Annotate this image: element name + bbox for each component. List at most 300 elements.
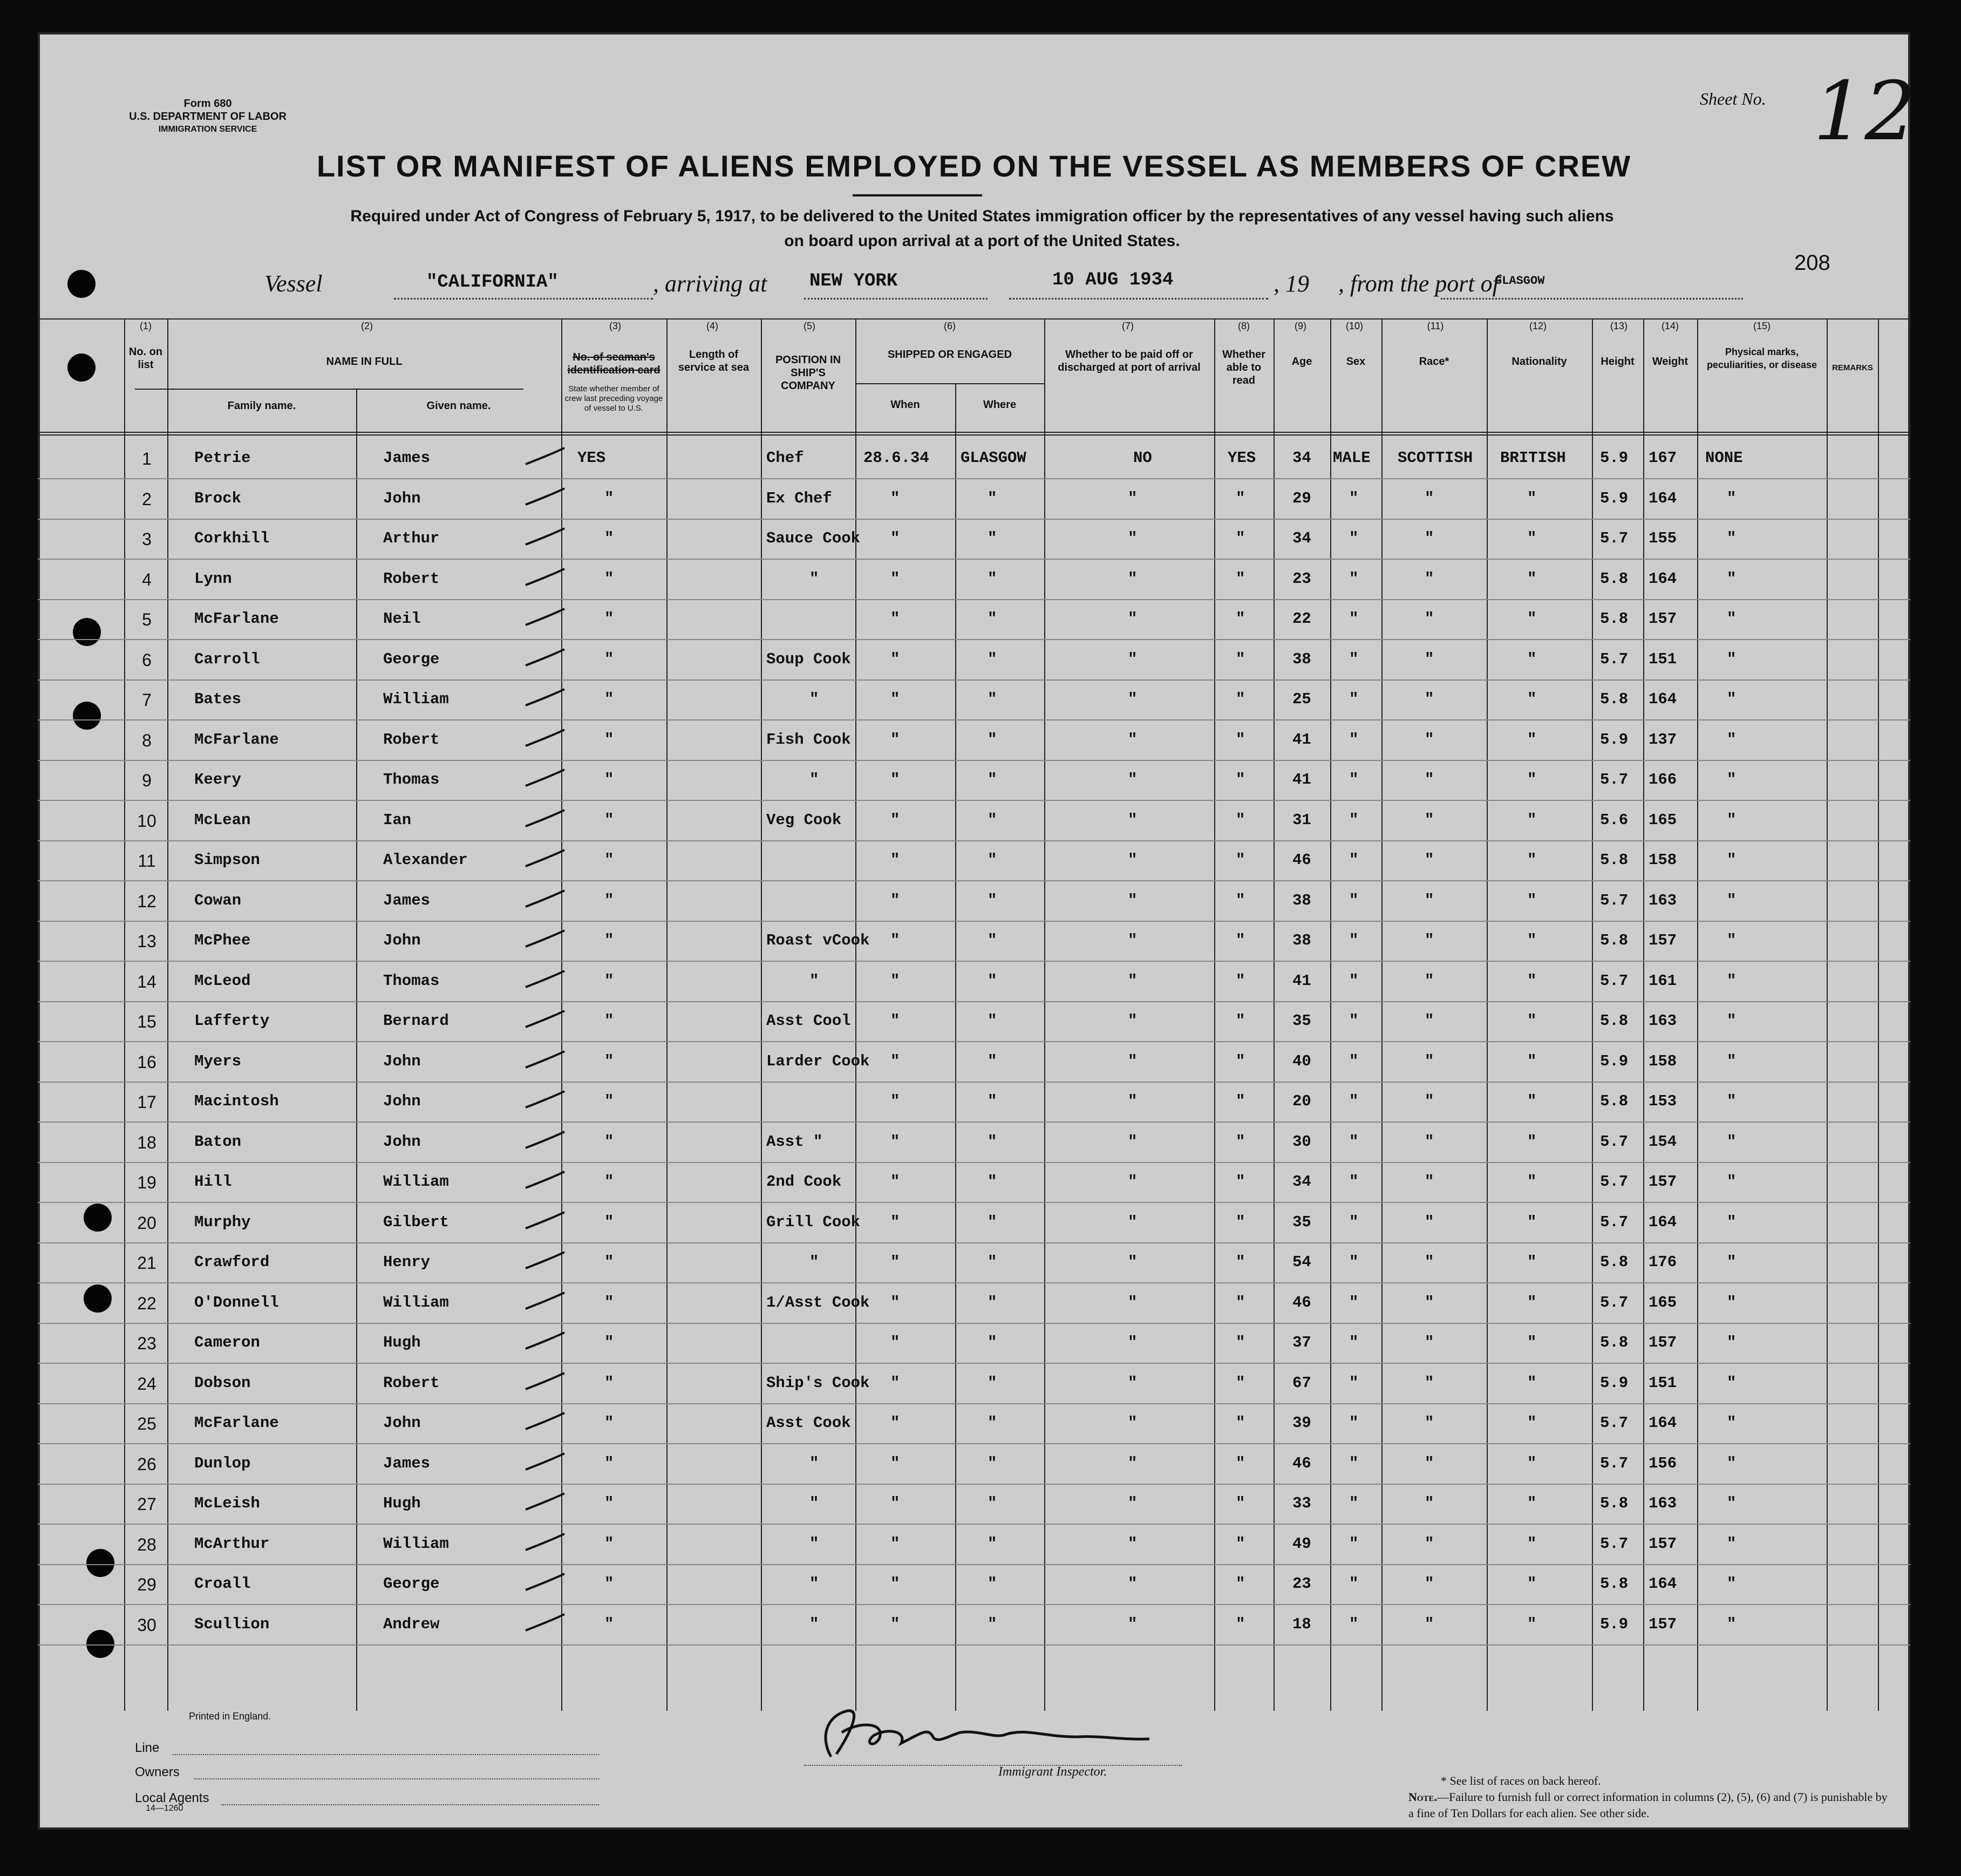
cell-able-to-read: " <box>1236 811 1245 829</box>
cell-nationality: " <box>1527 891 1537 909</box>
cell-height: 5.9 <box>1600 449 1629 467</box>
cell-able-to-read: " <box>1236 1534 1245 1553</box>
cell-age: 46 <box>1292 1454 1311 1472</box>
cell-given-name: Robert <box>383 569 440 588</box>
cell-row-number: 21 <box>137 1253 156 1273</box>
check-mark-icon <box>523 1411 567 1432</box>
cell-race: " <box>1425 771 1434 789</box>
cell-row-number: 1 <box>142 449 152 468</box>
cell-family-name: Cameron <box>194 1334 260 1351</box>
cell-given-name: Thomas <box>383 771 440 789</box>
cell-row-number: 26 <box>137 1454 156 1474</box>
cell-age: 41 <box>1292 730 1311 749</box>
arriving-label: , arriving at <box>653 270 767 297</box>
cell-nationality: " <box>1527 610 1537 628</box>
cell-age: 46 <box>1292 851 1311 869</box>
cell-physical-marks: " <box>1727 489 1737 507</box>
cell-age: 34 <box>1292 529 1311 547</box>
col-number: (8) <box>1238 321 1250 331</box>
header-nationality: Nationality <box>1511 356 1567 368</box>
cell-race: " <box>1425 489 1434 507</box>
cell-race: SCOTTISH <box>1398 449 1473 467</box>
cell-nationality: " <box>1527 690 1537 708</box>
cell-family-name: Keery <box>194 771 242 789</box>
cell-physical-marks: " <box>1727 1494 1737 1512</box>
cell-shipped-when: " <box>890 569 900 588</box>
cell-race: " <box>1425 891 1434 909</box>
cell-race: " <box>1425 1334 1434 1351</box>
cell-shipped-where: " <box>988 1575 997 1593</box>
cell-row-number: 30 <box>137 1615 156 1635</box>
cell-shipped-where: " <box>988 1173 997 1191</box>
check-mark-icon <box>523 1009 567 1030</box>
cell-age: 49 <box>1292 1534 1311 1553</box>
table-row <box>38 1202 1910 1243</box>
cell-row-number: 9 <box>142 771 152 790</box>
cell-age: 29 <box>1292 489 1311 507</box>
cell-weight: 137 <box>1649 730 1677 749</box>
table-row <box>38 1403 1910 1444</box>
cell-race: " <box>1425 1012 1434 1030</box>
cell-physical-marks: " <box>1727 1132 1737 1151</box>
cell-nationality: " <box>1527 971 1537 990</box>
cell-race: " <box>1425 1374 1434 1392</box>
cell-height: 5.9 <box>1600 1615 1629 1633</box>
cell-height: 5.8 <box>1600 1575 1629 1593</box>
cell-shipped-where: " <box>988 932 997 949</box>
table-row <box>38 961 1910 1002</box>
cell-previous-voyage: " <box>604 489 614 507</box>
cell-row-number: 3 <box>142 529 152 549</box>
check-mark-icon <box>523 1371 567 1392</box>
table-row <box>38 599 1910 640</box>
cell-height: 5.7 <box>1600 1173 1629 1191</box>
cell-family-name: Petrie <box>194 449 251 467</box>
table-row <box>38 760 1910 801</box>
cell-weight: 164 <box>1649 489 1677 507</box>
check-mark-icon <box>523 767 567 789</box>
cell-shipped-when: " <box>890 730 900 749</box>
check-mark-icon <box>523 1532 567 1553</box>
inspector-label: Immigrant Inspector. <box>998 1765 1107 1779</box>
cell-shipped-when: 28.6.34 <box>863 449 929 467</box>
cell-age: 34 <box>1292 1173 1311 1191</box>
table-row <box>38 1162 1910 1203</box>
cell-race: " <box>1425 1213 1434 1231</box>
table-row <box>38 1444 1910 1485</box>
cell-able-to-read: " <box>1236 971 1245 990</box>
cell-nationality: " <box>1527 1092 1537 1110</box>
table-row <box>38 720 1910 761</box>
cell-row-number: 13 <box>137 932 156 951</box>
cell-shipped-when: " <box>890 489 900 507</box>
cell-sex: " <box>1349 1374 1359 1392</box>
header-name-in-full: NAME IN FULL <box>326 356 403 368</box>
cell-weight: 164 <box>1649 569 1677 588</box>
cell-physical-marks: " <box>1727 1253 1737 1271</box>
cell-physical-marks: NONE <box>1705 449 1743 467</box>
cell-shipped-where: " <box>988 650 997 668</box>
cell-weight: 154 <box>1649 1132 1677 1151</box>
cell-physical-marks: " <box>1727 1374 1737 1392</box>
check-mark-icon <box>523 728 567 749</box>
cell-shipped-where: " <box>988 529 997 547</box>
cell-age: 35 <box>1292 1012 1311 1030</box>
cell-age: 41 <box>1292 971 1311 990</box>
cell-height: 5.8 <box>1600 690 1629 708</box>
table-row <box>38 921 1910 962</box>
cell-physical-marks: " <box>1727 1213 1737 1231</box>
cell-paid-off: " <box>1128 1052 1138 1070</box>
cell-nationality: " <box>1527 569 1537 588</box>
cell-height: 5.8 <box>1600 851 1629 869</box>
cell-shipped-when: " <box>890 1534 900 1553</box>
check-mark-icon <box>523 1170 567 1191</box>
cell-shipped-where: " <box>988 771 997 789</box>
cell-family-name: Dobson <box>194 1374 251 1392</box>
cell-height: 5.8 <box>1600 610 1629 628</box>
header-age: Age <box>1291 356 1312 368</box>
cell-row-number: 22 <box>137 1293 156 1313</box>
cell-weight: 157 <box>1649 1173 1677 1191</box>
cell-physical-marks: " <box>1727 650 1737 668</box>
cell-sex: " <box>1349 1173 1359 1191</box>
col-number: (1) <box>140 321 152 331</box>
cell-sex: " <box>1349 1293 1359 1311</box>
cell-paid-off: " <box>1128 1575 1138 1593</box>
header-shipped: SHIPPED OR ENGAGED <box>887 349 1012 361</box>
note-label: Note. <box>1408 1790 1438 1804</box>
cell-race: " <box>1425 971 1434 990</box>
cell-position: " <box>809 1575 819 1593</box>
cell-age: 33 <box>1292 1494 1311 1512</box>
cell-weight: 163 <box>1649 1494 1677 1512</box>
cell-height: 5.8 <box>1600 1334 1629 1351</box>
cell-position: " <box>809 1615 819 1633</box>
cell-weight: 153 <box>1649 1092 1677 1110</box>
cell-height: 5.9 <box>1600 730 1629 749</box>
header-where: Where <box>983 399 1017 411</box>
cell-paid-off: " <box>1128 650 1138 668</box>
cell-position: Chef <box>766 449 804 467</box>
cell-race: " <box>1425 1253 1434 1271</box>
col-number: (15) <box>1753 321 1771 331</box>
cell-given-name: John <box>383 489 421 507</box>
check-mark-icon <box>523 928 567 950</box>
check-mark-icon <box>523 1451 567 1473</box>
cell-race: " <box>1425 811 1434 829</box>
cell-family-name: Crawford <box>194 1253 270 1271</box>
cell-position: Roast vCook <box>766 932 870 949</box>
col-number: (7) <box>1122 321 1134 331</box>
cell-paid-off: " <box>1128 1494 1138 1512</box>
cell-previous-voyage: " <box>604 730 614 749</box>
cell-sex: " <box>1349 1615 1359 1633</box>
cell-sex: " <box>1349 489 1359 507</box>
cell-sex: MALE <box>1333 449 1371 467</box>
header-sex: Sex <box>1346 356 1366 368</box>
cell-weight: 158 <box>1649 1052 1677 1070</box>
cell-family-name: Baton <box>194 1132 242 1151</box>
cell-physical-marks: " <box>1727 1012 1737 1030</box>
cell-shipped-when: " <box>890 1414 900 1432</box>
check-mark-icon <box>523 1290 567 1312</box>
cell-age: 54 <box>1292 1253 1311 1271</box>
cell-race: " <box>1425 1092 1434 1110</box>
cell-weight: 164 <box>1649 690 1677 708</box>
printed-note: Printed in England. <box>189 1711 271 1722</box>
cell-given-name: John <box>383 1414 421 1432</box>
table-row <box>38 479 1910 520</box>
cell-weight: 163 <box>1649 891 1677 909</box>
header-position: POSITION IN SHIP'S COMPANY <box>775 354 841 392</box>
col-number: (13) <box>1610 321 1628 331</box>
cell-paid-off: " <box>1128 1253 1138 1271</box>
cell-shipped-when: " <box>890 811 900 829</box>
cell-physical-marks: " <box>1727 891 1737 909</box>
cell-family-name: O'Donnell <box>194 1293 279 1311</box>
table-row <box>38 840 1910 881</box>
cell-family-name: Hill <box>194 1173 232 1191</box>
cell-race: " <box>1425 529 1434 547</box>
cell-shipped-when: " <box>890 1454 900 1472</box>
cell-race: " <box>1425 1293 1434 1311</box>
cell-able-to-read: " <box>1236 1052 1245 1070</box>
cell-race: " <box>1425 650 1434 668</box>
cell-height: 5.9 <box>1600 1052 1629 1070</box>
cell-row-number: 27 <box>137 1494 156 1514</box>
table-row <box>38 1524 1910 1565</box>
cell-race: " <box>1425 1494 1434 1512</box>
cell-weight: 156 <box>1649 1454 1677 1472</box>
cell-age: 35 <box>1292 1213 1311 1231</box>
cell-position: Sauce Cook <box>766 529 861 547</box>
col-number: (2) <box>361 321 373 331</box>
cell-family-name: Cowan <box>194 891 242 909</box>
check-mark-icon <box>523 687 567 709</box>
cell-able-to-read: " <box>1236 529 1245 547</box>
cell-height: 5.8 <box>1600 569 1629 588</box>
table-row <box>38 1283 1910 1324</box>
cell-family-name: Myers <box>194 1052 242 1070</box>
cell-weight: 155 <box>1649 529 1677 547</box>
cell-able-to-read: " <box>1236 1253 1245 1271</box>
cell-nationality: " <box>1527 1334 1537 1351</box>
cell-position: Larder Cook <box>766 1052 870 1070</box>
cell-previous-voyage: " <box>604 891 614 909</box>
cell-shipped-where: " <box>988 489 997 507</box>
race-note: * See list of races on back hereof. <box>1441 1774 1601 1787</box>
cell-weight: 151 <box>1649 1374 1677 1392</box>
department-name: U.S. DEPARTMENT OF LABOR <box>129 111 287 123</box>
cell-physical-marks: " <box>1727 851 1737 869</box>
col-number: (3) <box>609 321 621 331</box>
cell-nationality: " <box>1527 851 1537 869</box>
cell-shipped-when: " <box>890 650 900 668</box>
cell-nationality: " <box>1527 811 1537 829</box>
cell-family-name: Croall <box>194 1575 251 1593</box>
cell-weight: 158 <box>1649 851 1677 869</box>
owners-label: Owners <box>135 1765 180 1779</box>
cell-shipped-when: " <box>890 529 900 547</box>
cell-weight: 157 <box>1649 1615 1677 1633</box>
cell-family-name: Murphy <box>194 1213 251 1231</box>
cell-given-name: Alexander <box>383 851 468 869</box>
cell-nationality: " <box>1527 529 1537 547</box>
cell-height: 5.6 <box>1600 811 1629 829</box>
cell-height: 5.9 <box>1600 1374 1629 1392</box>
check-mark-icon <box>523 446 567 467</box>
cell-physical-marks: " <box>1727 1293 1737 1311</box>
cell-race: " <box>1425 1615 1434 1633</box>
manifest-table <box>38 318 1910 1711</box>
cell-shipped-when: " <box>890 1575 900 1593</box>
cell-weight: 157 <box>1649 610 1677 628</box>
cell-age: 34 <box>1292 449 1311 467</box>
cell-able-to-read: " <box>1236 650 1245 668</box>
cell-nationality: " <box>1527 1213 1537 1231</box>
cell-given-name: John <box>383 1132 421 1151</box>
cell-physical-marks: " <box>1727 1092 1737 1110</box>
col-number: (14) <box>1661 321 1679 331</box>
vessel-label: Vessel <box>264 270 323 297</box>
table-row <box>38 1605 1910 1646</box>
cell-nationality: " <box>1527 1575 1537 1593</box>
table-row <box>38 679 1910 721</box>
cell-able-to-read: " <box>1236 730 1245 749</box>
cell-family-name: McLeod <box>194 971 251 990</box>
cell-previous-voyage: " <box>604 851 614 869</box>
table-row <box>38 1484 1910 1525</box>
header-no-on-list: No. on list <box>128 346 163 371</box>
cell-height: 5.8 <box>1600 1494 1629 1512</box>
cell-given-name: James <box>383 1454 431 1472</box>
cell-able-to-read: " <box>1236 1092 1245 1110</box>
table-row <box>38 1363 1910 1404</box>
cell-sex: " <box>1349 690 1359 708</box>
table-row <box>38 1082 1910 1123</box>
cell-age: 22 <box>1292 610 1311 628</box>
cell-shipped-where: " <box>988 1253 997 1271</box>
check-mark-icon <box>523 1130 567 1151</box>
cell-race: " <box>1425 1454 1434 1472</box>
sheet-label: Sheet No. <box>1700 89 1766 108</box>
table-row <box>38 1323 1910 1364</box>
cell-position: Veg Cook <box>766 811 842 829</box>
cell-shipped-where: " <box>988 1534 997 1553</box>
cell-given-name: Henry <box>383 1253 431 1271</box>
cell-row-number: 2 <box>142 489 152 509</box>
cell-previous-voyage: " <box>604 529 614 547</box>
cell-shipped-when: " <box>890 1374 900 1392</box>
cell-family-name: Simpson <box>194 851 260 869</box>
cell-nationality: " <box>1527 1052 1537 1070</box>
cell-weight: 161 <box>1649 971 1677 990</box>
cell-family-name: Corkhill <box>194 529 270 547</box>
cell-paid-off: " <box>1128 851 1138 869</box>
table-row <box>38 881 1910 922</box>
note-text: —Failure to furnish full or correct information in columns (2), (5), (6) and (7) is punishable by a fine of Ten Dollars for each alien. See other side. <box>1408 1790 1888 1820</box>
cell-given-name: Hugh <box>383 1334 421 1351</box>
cell-paid-off: " <box>1128 1374 1138 1392</box>
cell-position: Fish Cook <box>766 730 851 749</box>
cell-previous-voyage: " <box>604 569 614 588</box>
cell-sex: " <box>1349 569 1359 588</box>
header-given-name: Given name. <box>426 400 491 412</box>
cell-previous-voyage: " <box>604 771 614 789</box>
table-row <box>38 800 1910 841</box>
cell-able-to-read: " <box>1236 690 1245 708</box>
cell-weight: 164 <box>1649 1414 1677 1432</box>
footer-note <box>1408 1773 1894 1821</box>
table-row <box>38 1242 1910 1283</box>
table-row <box>38 1001 1910 1042</box>
cell-previous-voyage: " <box>604 1132 614 1151</box>
cell-nationality: " <box>1527 730 1537 749</box>
cell-paid-off: " <box>1128 932 1138 949</box>
cell-family-name: McFarlane <box>194 1414 279 1432</box>
header-family-name: Family name. <box>227 400 296 412</box>
cell-weight: 176 <box>1649 1253 1677 1271</box>
table-row <box>38 1564 1910 1605</box>
check-mark-icon <box>523 1491 567 1513</box>
cell-previous-voyage: " <box>604 1092 614 1110</box>
cell-physical-marks: " <box>1727 730 1737 749</box>
cell-shipped-when: " <box>890 1052 900 1070</box>
cell-age: 23 <box>1292 1575 1311 1593</box>
cell-able-to-read: " <box>1236 1575 1245 1593</box>
cell-previous-voyage: " <box>604 1374 614 1392</box>
cell-able-to-read: " <box>1236 1374 1245 1392</box>
header-height: Height <box>1601 356 1635 368</box>
cell-previous-voyage: " <box>604 932 614 949</box>
cell-age: 20 <box>1292 1092 1311 1110</box>
cell-physical-marks: " <box>1727 569 1737 588</box>
cell-able-to-read: " <box>1236 1132 1245 1151</box>
inspector-signature <box>799 1705 1176 1765</box>
cell-paid-off: " <box>1128 1132 1138 1151</box>
cell-physical-marks: " <box>1727 1534 1737 1553</box>
vessel-name: "CALIFORNIA" <box>426 272 559 293</box>
cell-previous-voyage: " <box>604 1012 614 1030</box>
table-row <box>38 1042 1910 1083</box>
cell-row-number: 7 <box>142 690 152 710</box>
cell-previous-voyage: " <box>604 1575 614 1593</box>
cell-physical-marks: " <box>1727 1334 1737 1351</box>
check-mark-icon <box>523 1089 567 1111</box>
check-mark-icon <box>523 486 567 508</box>
cell-sex: " <box>1349 1575 1359 1593</box>
cell-able-to-read: " <box>1236 932 1245 949</box>
cell-shipped-where: " <box>988 1293 997 1311</box>
cell-height: 5.7 <box>1600 1213 1629 1231</box>
cell-given-name: Ian <box>383 811 412 829</box>
check-mark-icon <box>523 567 567 588</box>
cell-physical-marks: " <box>1727 610 1737 628</box>
cell-given-name: Arthur <box>383 529 440 547</box>
header-physical-marks: Physical marks, peculiarities, or disease <box>1706 346 1817 370</box>
cell-paid-off: " <box>1128 811 1138 829</box>
check-mark-icon <box>523 1250 567 1272</box>
cell-sex: " <box>1349 1494 1359 1512</box>
cell-nationality: BRITISH <box>1500 449 1566 467</box>
cell-previous-voyage: " <box>604 690 614 708</box>
cell-race: " <box>1425 1052 1434 1070</box>
cell-weight: 167 <box>1649 449 1677 467</box>
cell-height: 5.7 <box>1600 1534 1629 1553</box>
cell-shipped-when: " <box>890 1012 900 1030</box>
cell-race: " <box>1425 730 1434 749</box>
